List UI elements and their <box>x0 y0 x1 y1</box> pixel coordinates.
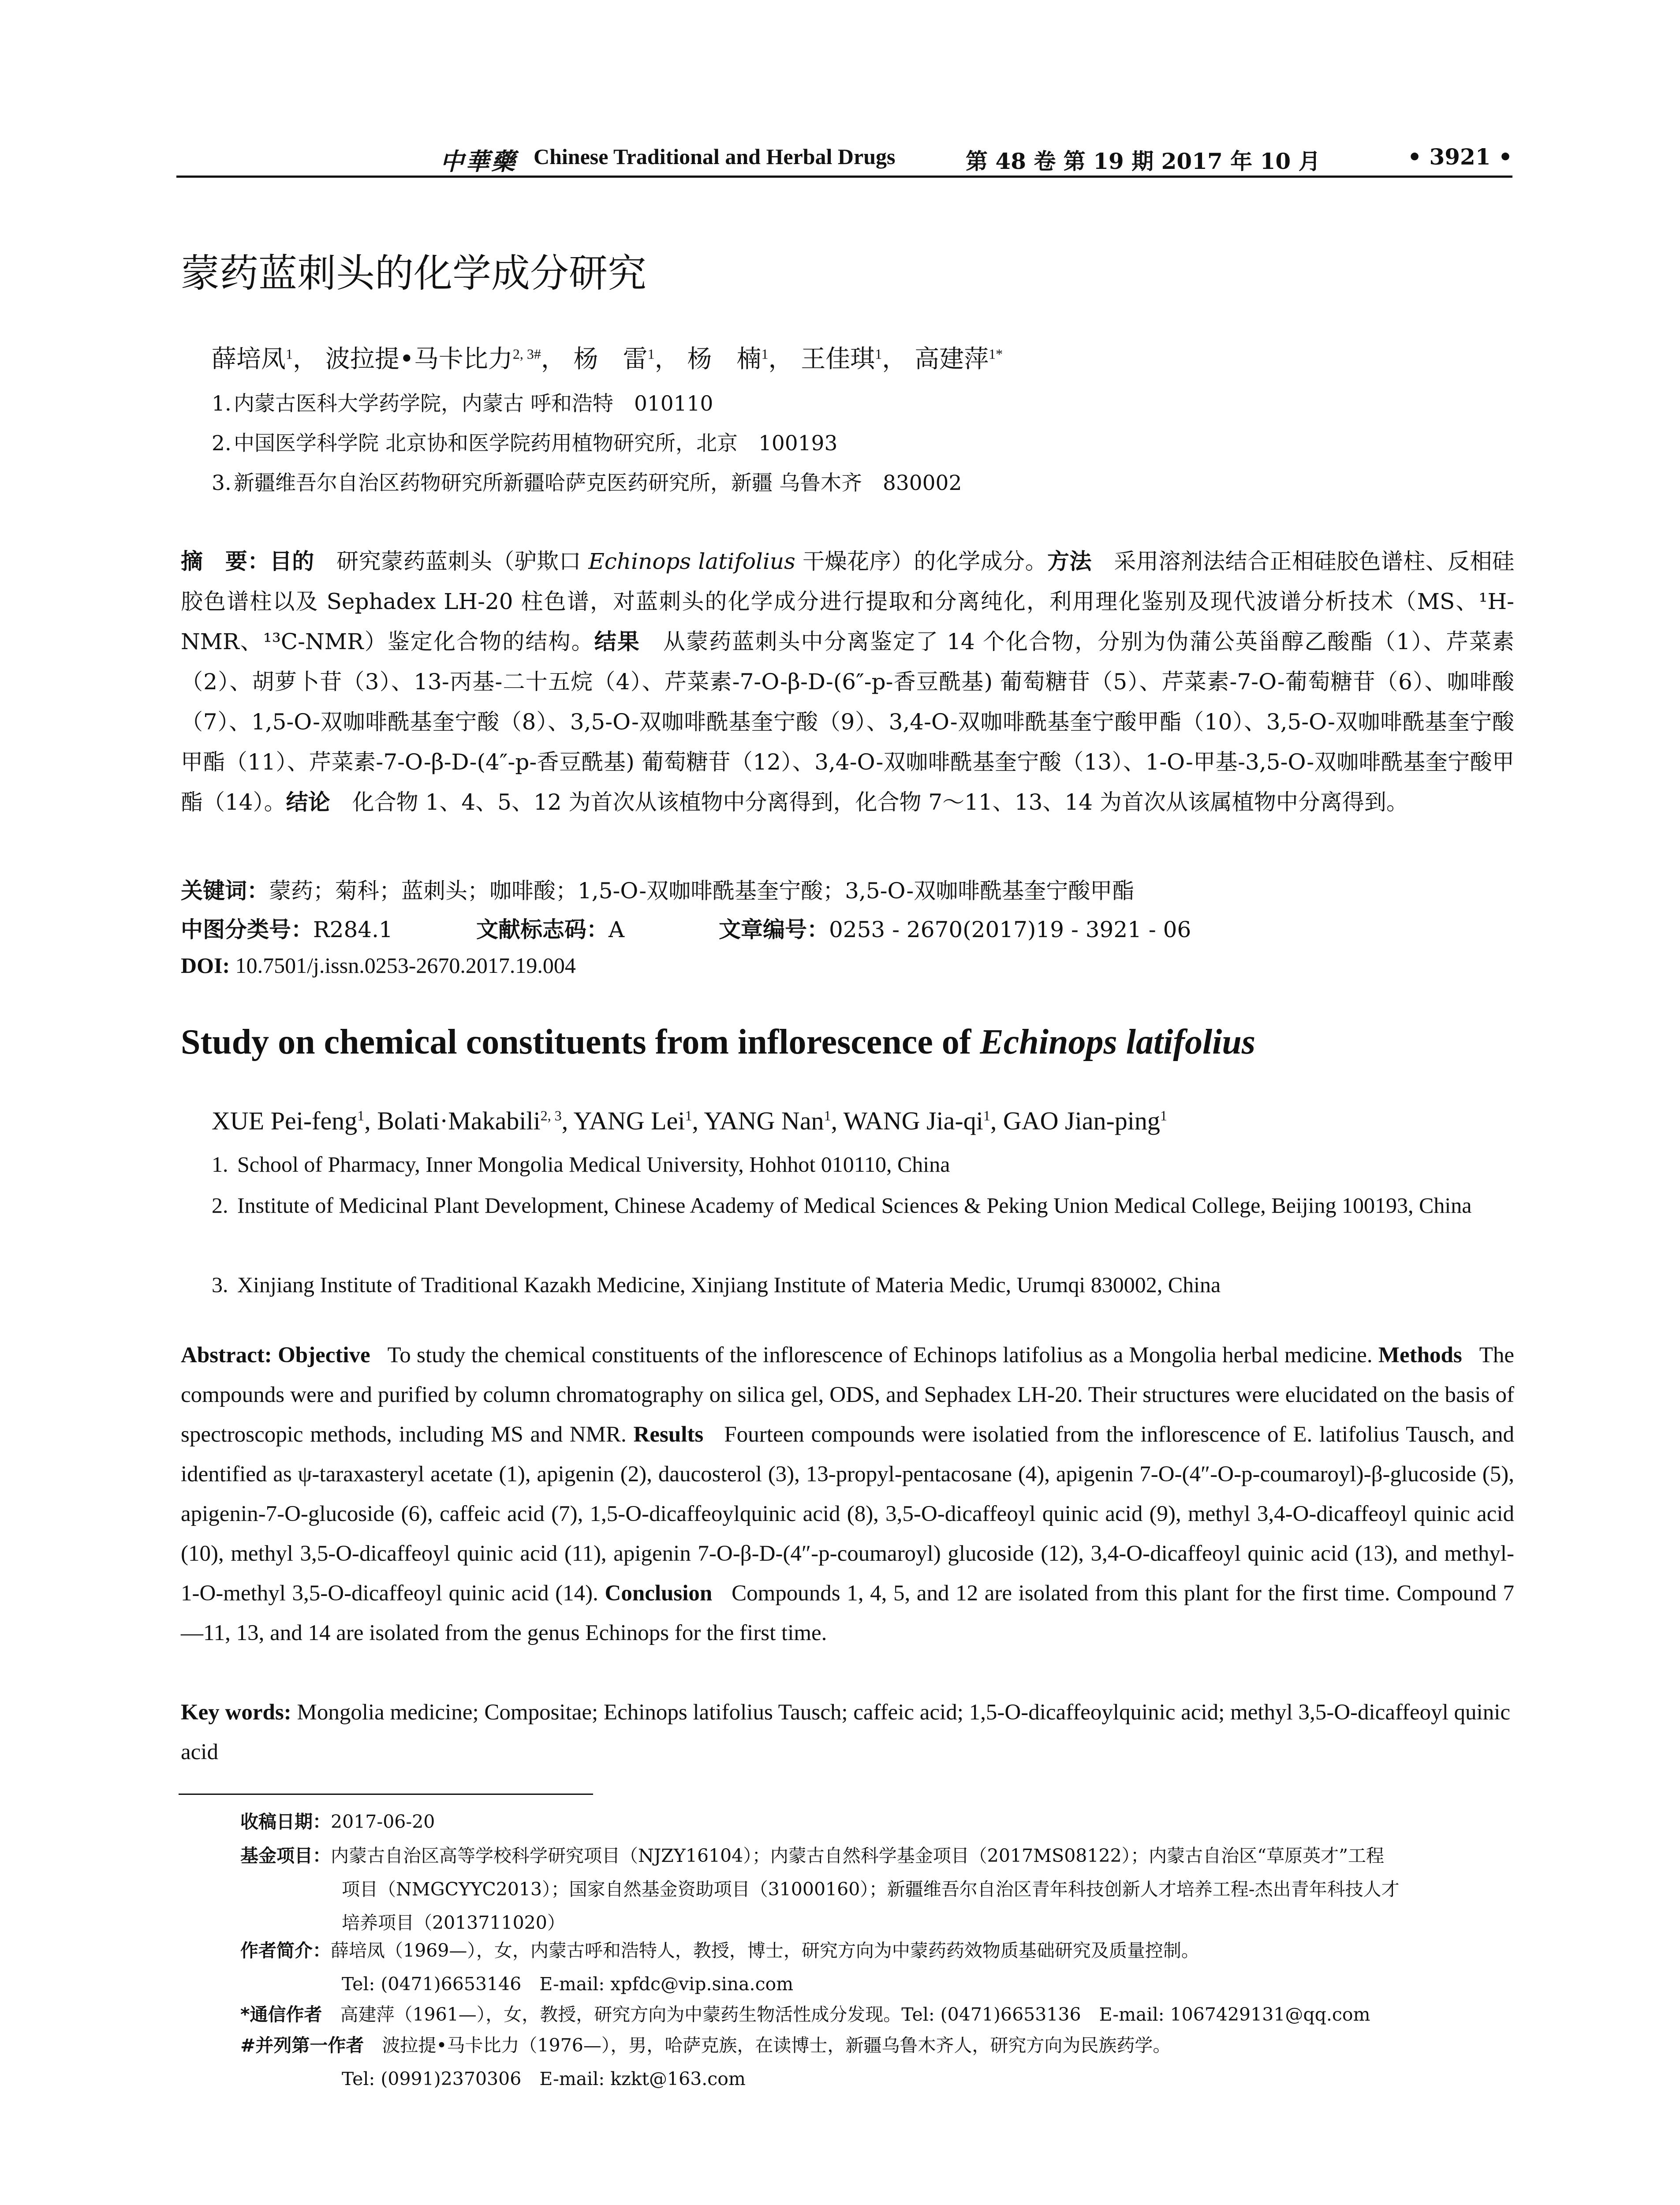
en-affiliation: 3. Xinjiang Institute of Traditional Kazakh Medicine, Xinjiang Institute of Materia Medic, Urumqi 830002, China <box>212 1272 1221 1297</box>
en-author: WANG Jia-qi <box>843 1106 983 1135</box>
results-label: 结果 <box>594 629 640 654</box>
page-number: • 3921 • <box>1407 144 1512 170</box>
footnote-rule <box>179 1794 593 1795</box>
en-affiliation: 1. School of Pharmacy, Inner Mongolia Medical University, Hohhot 010110, China <box>212 1152 950 1177</box>
cn-title: 蒙药蓝刺头的化学成分研究 <box>181 250 647 296</box>
methods-label: Methods <box>1378 1343 1462 1368</box>
author-sup: 1 <box>761 346 769 362</box>
objective-label: 目的 <box>269 549 314 574</box>
paper-page: 中華藥 Chinese Traditional and Herbal Drugs 第 48 卷 第 19 期 2017 年 10 月 • 3921 • 蒙药蓝刺头的化学成分研究 薛培凤$^1$， 波拉提•马卡比力$^{2, 3\#}$， 杨 雷$^1$， 杨 楠$^1$， 王佳琪$^1$， 高建萍$^{1*}$ 1. 内蒙古医科大学药学院，内蒙古 呼和浩特 010110 2. 中国医学科学院 北京协和医学院药用植物研究所，北京 100193 3. 新疆维吾尔自治区药物研究所新疆哈萨克医药研究所，新疆 乌鲁木齐 830002 摘 要：目的 研究蒙药蓝刺头（驴欺口 Echinops latifolius 干燥花序）的化学成分。方法 采用溶剂法结合正相硅胶色谱柱、反相硅胶色谱柱以及 Sephadex LH-20 柱色谱，对蓝刺头的化学成分进行提取和分离纯化，利用理化鉴别及现代波谱分析技术（MS、¹H-NMR、¹³C-NMR）鉴定化合物的结构。结果 从蒙药蓝刺头中分离鉴定了 14 个化合物，分别为伪蒲公英甾醇乙酸酯（1）、芹菜素（2）、胡萝卜苷（3）、13-丙基-二十五烷（4）、芹菜素-7-O-β-D-(6″-p-香豆酰基) 葡萄糖苷（5）、芹菜素-7-O-葡萄糖苷（6）、咖啡酸（7）、1,5-O-双咖啡酰基奎宁酸（8）、3,5-O-双咖啡酰基奎宁酸（9）、3,4-O-双咖啡酰基奎宁酸甲酯（10）、3,5-O-双咖啡酰基奎宁酸甲酯（11）、芹菜素-7-O-β-D-(4″-p-香豆酰基) 葡萄糖苷（12）、3,4-O-双咖啡酰基奎宁酸（13）、1-O-甲基-3,5-O-双咖啡酰基奎宁酸甲酯（14）。结论 化合物 1、4、5、12 为首次从该植物中分离得到，化合物 7～11、13、14 为首次从该属植物中分离得到。 关键词：蒙药；菊科；蓝刺头；咖啡酸；1,5-O-双咖啡酰基奎宁酸；3,5-O-双咖啡酰基奎宁酸甲酯 中图分类号：R284.1 文献标志码：A 文章编号：0253 - 2670(2017)19 - 3921 - 06 DOI: 10.7501/j.issn.0253-2670.2017.19.004 Study on chemical constituents from inflorescence of Echinops latifolius XUE Pei-feng$^1$, Bolati·Makabili$^{2, 3}$, YANG Lei$^1$, YANG Nan$^1$, WANG Jia-$qi^1$, GAO Jian-ping$^1$ 1. School of Pharmacy, Inner Mongolia Medical University, Hohhot 010110, China 2. Institute of Medicinal Plant Development, Chinese Academy of Medical Sciences & Peking Union Medical College, Beijing 100193, China 3. Xinjiang Institute of Traditional Kazakh Medicine, Xinjiang Institute of Materia Medic, Urumqi 830002, China Abstract: Objective To study the chemical constituents of the inflorescence of Echinops latifolius as a Mongolia herbal medicine. Methods The compounds were and purified by column chromatography on silica gel, ODS, and Sephadex LH-20. Their structures were elucidated on the basis of spectroscopic methods, including MS and NMR. Results Fourteen compounds were isolatied from the inflorescence of E. latifolius Tausch, and identified as ψ-taraxasteryl acetate (1), apigenin (2), daucosterol (3), 13-propyl-pentacosane (4), apigenin 7-O-(4″-O-p-coumaroyl)-β-glucoside (5), apigenin-7-O-glucoside (6), caffeic acid (7), 1,5-O-dicaffeoylquinic acid (8), 3,5-O-dicaffeoyl quinic acid (9), methyl 3,4-O-dicaffeoyl quinic acid (10), methyl 3,5-O-dicaffeoyl quinic acid (11), apigenin 7-O-β-D-(4″-p-coumaroyl) glucoside (12), 3,4-O-dicaffeoyl quinic acid (13), and methyl-1-O-methyl 3,5-O-dicaffeoyl quinic acid (14). Conclusion Compounds 1, 4, 5, and 12 are isolated from this plant for the first time. Compound 7—11, 13, and 14 are isolated from the genus Echinops for the first time. Key words: Mongolia medicine; Compositae; Echinops latifolius Tausch; caffeic acid; 1,5-O-dicaffeoylquinic acid; methyl 3,5-O-dicaffeoyl quinic acid 收稿日期：2017-06-20 基金项目：内蒙古自治区高等学校科学研究项目（NJZY16104）；内蒙古自然科学基金项目（2017MS08122）；内蒙古自治区“草原英才”工程 项目（NMGCYYC2013）；国家自然基金资助项目（31000160）；新疆维吾尔自治区青年科技创新人才培养工程-杰出青年科技人才 培养项目（2013711020） 作者简介：薛培凤（1969—），女，内蒙古呼和浩特人，教授，博士，研究方向为中蒙药药效物质基础研究及质量控制。 Tel: (0471)6653146 E-mail: xpfdc@vip.sina.com *通信作者 高建萍（1961—），女，教授，研究方向为中蒙药生物活性成分发现。Tel: (0471)6653136 E-mail: 1067429131@qq.com #并列第一作者 波拉提•马卡比力（1976—），男，哈萨克族，在读博士，新疆乌鲁木齐人，研究方向为民族药学。 Tel: (0991)2370306 E-mail: kzkt@163.com <box>0 0 1680 2205</box>
cn-affiliation: 1. 内蒙古医科大学药学院，内蒙古 呼和浩特 010110 <box>212 392 713 416</box>
journal-name: Chinese Traditional and Herbal Drugs <box>534 144 896 169</box>
running-header <box>176 140 1512 176</box>
cn-author-list: 薛培凤$^1$， 波拉提•马卡比力$^{2, 3\#}$， 杨 雷$^1$， 杨 楠$^1$， 王佳琪$^1$， 高建萍$^{1*}$ <box>212 345 1003 374</box>
cn-author: 王佳琪 <box>801 345 875 374</box>
species-name: Echinops latifolius <box>980 1023 1256 1061</box>
cn-author: 高建萍 <box>915 345 989 374</box>
author-sup: 2, 3 <box>540 1107 562 1124</box>
results-label: Results <box>633 1422 704 1447</box>
author-sup: 1 <box>1160 1107 1167 1124</box>
doi-line: DOI: 10.7501/j.issn.0253-2670.2017.19.004 <box>181 953 576 978</box>
author-sup: 1 <box>647 346 655 362</box>
footnote-cofirst: #并列第一作者 波拉提•马卡比力（1976—），男，哈萨克族，在读博士，新疆乌鲁木齐人，研究方向为民族药学。 Tel: (0991)2370306 E-mail: kzkt@163.com <box>240 2035 1171 2089</box>
cn-author: 薛培凤 <box>212 345 286 374</box>
footnote-fund: 基金项目：内蒙古自治区高等学校科学研究项目（NJZY16104）；内蒙古自然科学基金项目（2017MS08122）；内蒙古自治区“草原英才”工程 项目（NMGCYYC2013）；国家自然基金资助项目（31000160）；新疆维吾尔自治区青年科技创新人才培养工程-杰出青年科技人才 培养项目（2013711020） <box>240 1845 1400 1933</box>
cn-affiliation: 2. 中国医学科学院 北京协和医学院药用植物研究所，北京 100193 <box>212 431 838 456</box>
conclusion-label: Conclusion <box>605 1581 713 1606</box>
author-sup: 1 <box>875 346 882 362</box>
cn-author: 波拉提•马卡比力 <box>325 345 513 374</box>
cn-keywords: 关键词：蒙药；菊科；蓝刺头；咖啡酸；1,5-O-双咖啡酰基奎宁酸；3,5-O-双咖啡酰基奎宁酸甲酯 <box>181 878 1135 904</box>
footnote-received: 收稿日期：2017-06-20 <box>240 1811 435 1832</box>
en-author: GAO Jian-ping <box>1003 1106 1160 1135</box>
article-number: 0253 - 2670(2017)19 - 3921 - 06 <box>829 917 1191 942</box>
doi: 10.7501/j.issn.0253-2670.2017.19.004 <box>235 953 576 978</box>
en-author: XUE Pei-feng <box>212 1106 358 1135</box>
author-sup: 1 <box>286 346 293 362</box>
author-sup: 1 <box>824 1107 831 1124</box>
header-rule <box>176 176 1512 178</box>
cn-author: 杨 楠 <box>687 345 762 374</box>
species-name: Echinops latifolius <box>588 549 795 574</box>
author-sup: 1 <box>357 1107 365 1124</box>
author-sup: 1 <box>983 1107 990 1124</box>
en-title: Study on chemical constituents from inflorescence of Echinops latifolius <box>181 1023 1256 1061</box>
journal-logo: 中華藥 <box>440 147 517 176</box>
author-sup: 1 <box>685 1107 692 1124</box>
footnote-author-bio: 作者简介：薛培凤（1969—），女，内蒙古呼和浩特人，教授，博士，研究方向为中蒙药药效物质基础研究及质量控制。 Tel: (0471)6653146 E-mail: xpfdc@vip.sina.com <box>240 1940 1199 1995</box>
conclusion-label: 结论 <box>286 789 330 815</box>
en-author: YANG Nan <box>704 1106 824 1135</box>
en-affiliation: 2. Institute of Medicinal Plant Development, Chinese Academy of Medical Sciences & Peking Union Medical College, Beijing 100193, China <box>212 1193 1472 1218</box>
abstract-label: 摘 要： <box>181 549 270 574</box>
en-author-list: XUE Pei-feng$^1$, Bolati·Makabili$^{2, 3}$, YANG Lei$^1$, YANG Nan$^1$, WANG Jia-$qi^1$, GAO Jian-ping$^1$ <box>212 1106 1167 1135</box>
en-abstract: Abstract: Objective To study the chemical constituents of the inflorescence of Echinops latifolius as a Mongolia herbal medicine. Methods The compounds were and purified by column chromatography on silica gel, ODS, and Sephadex LH-20. Their structures were elucidated on the basis of spectroscopic methods, including MS and NMR. Results Fourteen compounds were isolatied from the inflorescence of E. latifolius Tausch, and identified as ψ-taraxasteryl acetate (1), apigenin (2), daucosterol (3), 13-propyl-pentacosane (4), apigenin 7-O-(4″-O-p-coumaroyl)-β-glucoside (5), apigenin-7-O-glucoside (6), caffeic acid (7), 1,5-O-dicaffeoylquinic acid (8), 3,5-O-dicaffeoyl quinic acid (9), methyl 3,4-O-dicaffeoyl quinic acid (10), methyl 3,5-O-dicaffeoyl quinic acid (11), apigenin 7-O-β-D-(4″-p-coumaroyl) glucoside (12), 3,4-O-dicaffeoyl quinic acid (13), and methyl-1-O-methyl 3,5-O-dicaffeoyl quinic acid (14). Conclusion Compounds 1, 4, 5, and 12 are isolated from this plant for the first time. Compound 7—11, 13, and 14 are isolated from the genus Echinops for the first time. <box>181 1343 1515 1645</box>
en-keywords: Key words: Mongolia medicine; Compositae; Echinops latifolius Tausch; caffeic acid; 1,5-O-dicaffeoylquinic acid; methyl 3,5-O-dicaffeoyl quinic acid <box>181 1700 1511 1764</box>
cn-affiliation: 3. 新疆维吾尔自治区药物研究所新疆哈萨克医药研究所，新疆 乌鲁木齐 830002 <box>212 471 962 495</box>
author-sup: 2, 3# <box>512 346 541 362</box>
en-author: Bolati·Makabili <box>377 1106 541 1135</box>
author-sup: 1* <box>989 346 1003 362</box>
cn-abstract: 摘 要：目的 研究蒙药蓝刺头（驴欺口 Echinops latifolius 干燥花序）的化学成分。方法 采用溶剂法结合正相硅胶色谱柱、反相硅胶色谱柱以及 Sephadex LH-20 柱色谱，对蓝刺头的化学成分进行提取和分离纯化，利用理化鉴别及现代波谱分析技术（MS、¹H-NMR、¹³C-NMR）鉴定化合物的结构。结果 从蒙药蓝刺头中分离鉴定了 14 个化合物，分别为伪蒲公英甾醇乙酸酯（1）、芹菜素（2）、胡萝卜苷（3）、13-丙基-二十五烷（4）、芹菜素-7-O-β-D-(6″-p-香豆酰基) 葡萄糖苷（5）、芹菜素-7-O-葡萄糖苷（6）、咖啡酸（7）、1,5-O-双咖啡酰基奎宁酸（8）、3,5-O-双咖啡酰基奎宁酸（9）、3,4-O-双咖啡酰基奎宁酸甲酯（10）、3,5-O-双咖啡酰基奎宁酸甲酯（11）、芹菜素-7-O-β-D-(4″-p-香豆酰基) 葡萄糖苷（12）、3,4-O-双咖啡酰基奎宁酸（13）、1-O-甲基-3,5-O-双咖啡酰基奎宁酸甲酯（14）。结论 化合物 1、4、5、12 为首次从该植物中分离得到，化合物 7～11、13、14 为首次从该属植物中分离得到。 <box>181 549 1515 815</box>
clc-code: R284.1 <box>313 917 393 942</box>
footnote-corresponding: *通信作者 高建萍（1961—），女，教授，研究方向为中蒙药生物活性成分发现。Tel: (0471)6653136 E-mail: 1067429131@qq.com <box>240 2004 1370 2025</box>
doc-code: A <box>609 917 625 942</box>
en-author: YANG Lei <box>573 1106 685 1135</box>
cn-author: 杨 雷 <box>573 345 648 374</box>
objective-label: Objective <box>278 1343 370 1368</box>
issue-info: 第 48 卷 第 19 期 2017 年 10 月 <box>966 148 1321 174</box>
methods-label: 方法 <box>1047 549 1092 574</box>
